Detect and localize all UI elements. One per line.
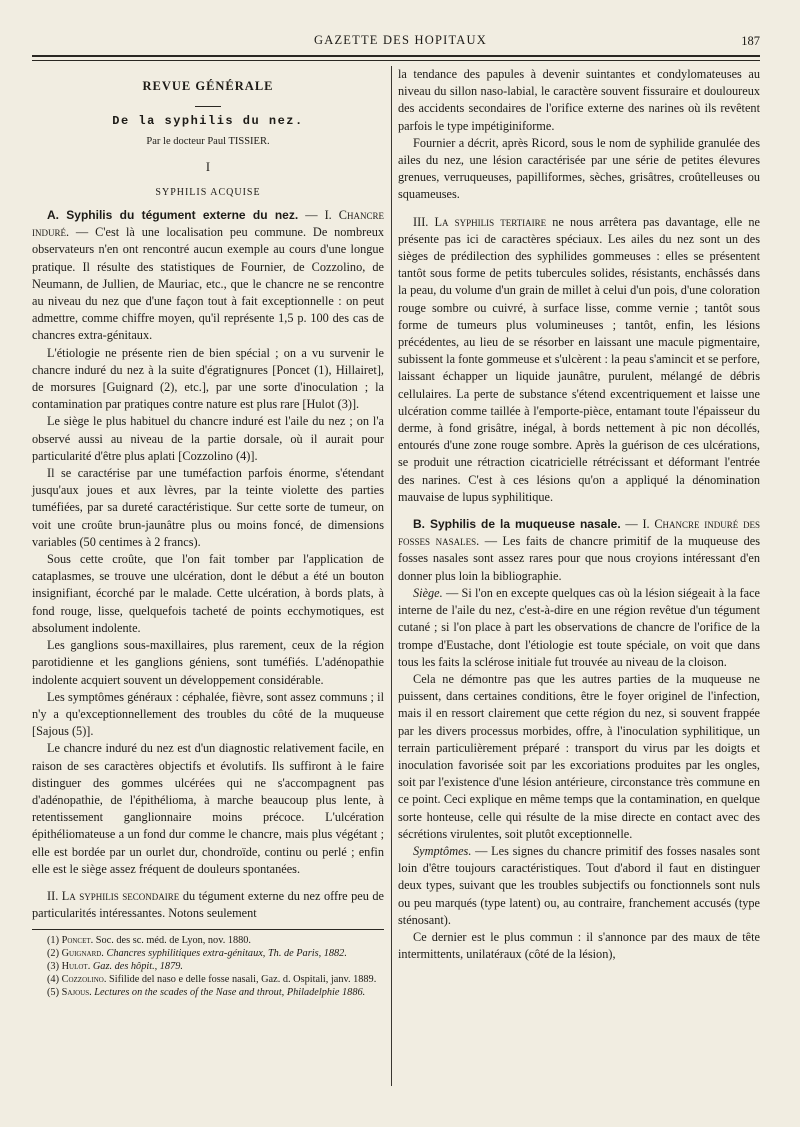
article-author: Par le docteur Paul TISSIER. — [146, 136, 270, 148]
column-divider — [391, 66, 392, 1086]
paragraph: Sous cette croûte, que l'on fait tomber par l'application de cataplasmes, se trouve une ulcération, dont le début a été un bouton insignifiant, écorché par le malade. Cette ulcération, à bords plats, à fond rouge, lisse, quelquefois tacheté de points ecchymotiques, est absolument indolente. — [32, 552, 384, 635]
section-title: REVUE GÉNÉRALE — [142, 79, 274, 93]
paragraph-text: — C'est là une localisation peu commune. De nombreux observateurs n'en ont rencontré aucun exemple au cours d'une longue pratique. Il résulte des statistiques de Fournier, de Cozzolino, de Neumann, de Jullien, de Mauriac, etc., que le chancre ne se rencontre au niveau du nez que d'une façon tout à fait exceptionnelle : on peut admettre, comme chiffre moyen, qu'il représente 1,5 p. 100 des cas de chancres extra-génitaux. — [32, 225, 384, 343]
footnote: (4) Cozzolino. Sifilide del naso e delle fosse nasali, Gaz. d. Ospitali, janv. 1889. — [47, 973, 377, 985]
paragraph-text: du tégument externe du nez offre peu de particularités intéressantes. Notons seulement — [32, 888, 384, 921]
journal-title: GAZETTE DES HOPITAUX — [314, 33, 487, 47]
paragraph — [32, 207, 384, 345]
part-number: I — [205, 159, 211, 174]
footnotes — [32, 935, 384, 999]
subsection-heading: B. Syphilis de la muqueuse nasale. — [413, 517, 621, 532]
paragraph-label: Siège. — [413, 585, 443, 600]
footnote: (2) Guignard. Chancres syphilitiques extra-génitaux, Th. de Paris, 1882. — [47, 948, 347, 960]
paragraph — [398, 585, 760, 671]
part-title: SYPHILIS ACQUISE — [155, 186, 261, 198]
subsection-heading: III. La syphilis tertiaire — [413, 214, 547, 229]
page-number: 187 — [741, 34, 760, 48]
subsection-subheading: — I. Chancre induré. — [32, 208, 384, 240]
paragraph: Cela ne démontre pas que les autres parties de la muqueuse ne puissent, dans certaines conditions, être le foyer originel de l'infection, mais il en ressort clairement que cette région du nez, si souvent frappée par les divers processus morbides, offre, à l'inoculation syphilitique, un terrain particulièrement préparé : transport du virus par les doigts et inoculation favorisée soit par les excoriations produites par les ongles, soit par l'existence d'une lésion antérieure, circonstance très commune en ce point. Ceci explique en même temps que la contamination, en quelque sorte honteuse, celle qui résulte de la mise directe en contact avec des sécrétions virulentes, soit plutôt exceptionnelle. — [398, 671, 760, 841]
paragraph: Ce dernier est le plus commun : il s'annonce par des maux de tête intermittents, unilatéraux (côté de la lésion), — [398, 929, 760, 962]
paragraph: Les symptômes généraux : céphalée, fièvre, sont assez communs ; il n'y a qu'exceptionnellement des troubles du côté de la muqueuse [Sajous (5)]. — [32, 689, 384, 739]
footnote: (5) Sajous. Lectures on the scades of the Nase and throut, Philadelphie 1886. — [47, 986, 366, 998]
right-column — [398, 66, 760, 963]
article-title: De la syphilis du nez. — [112, 114, 304, 129]
paragraph: Il se caractérise par une tuméfaction parfois énorme, s'étendant jusqu'aux joues et aux lèvres, par la teinte violette des parties tuméfiées, par sa dureté caractéristique. Sur cette sorte de tumeur, on voit une croûte brun-jaunâtre plus ou moins foncé, de dimensions variables (50 centimes à 2 francs). — [32, 466, 384, 549]
paragraph — [398, 516, 760, 585]
footnote-rule — [32, 929, 384, 930]
paragraph: Le chancre induré du nez est d'un diagnostic relativement facile, en raison de ses caractères objectifs et évolutifs. Ils suffiront à le faire distinguer des gommes ulcérées qui ne s'accompagnent pas d'adénopathie, de l'épithélioma, à marche beaucoup plus lente, à retentissement ganglionnaire moins précoce. L'ulcération épithéliomateuse a un fond dur comme le chancre, mais plus végétant ; elle est bordée par un ourlet dur, chondroïde, continu ou perlé ; enfin elle est le siège assez fréquent de douleurs spontanées. — [32, 741, 384, 876]
subsection-subheading: — I. Chancre induré des fosses nasales. — [398, 517, 761, 549]
paragraph — [398, 843, 760, 929]
paragraph: Le siège le plus habituel du chancre induré est l'aile du nez ; on l'a observé aussi au niveau de la partie dorsale, où il aurait pour particularité d'être plus aplati [Cozzolino (4)]. — [32, 414, 384, 463]
paragraph — [32, 888, 384, 922]
paragraph-text: — Si l'on en excepte quelques cas où la lésion siégeait à la face interne de l'aile du nez, c'est-à-dire en une région revêtue d'un tégument cutané ; si l'on place à part les observations de chancre de l'orifice de la trompe d'Eustache, dont l'étiologie est toute spéciale, on voit que dans tous les faits la sclérose initiale fut trouvée au niveau de la cloison. — [398, 585, 760, 669]
footnote: (3) Hulot. Gaz. des hôpit., 1879. — [47, 960, 183, 972]
header-rule-thin — [32, 60, 760, 61]
subsection-heading: II. La syphilis secondaire — [47, 888, 180, 903]
paragraph: Les ganglions sous-maxillaires, plus rarement, ceux de la région parotidienne et les ganglions géniens, sont tuméfiés. L'adénopathie indolente acquiert souvent un développement considérable. — [32, 638, 384, 687]
left-column — [32, 66, 384, 999]
paragraph: la tendance des papules à devenir suintantes et condylomateuses au niveau du sillon naso-labial, le caractère souvent fissuraire et douloureux des accidents secondaires de l'orifice externe des narines où ils revêtent parfois le type impétiginiforme. — [398, 67, 760, 133]
subsection-heading: A. Syphilis du tégument externe du nez. — [47, 208, 299, 223]
title-divider — [195, 106, 221, 107]
paragraph-label: Symptômes. — [413, 843, 472, 858]
paragraph-text: ne nous arrêtera pas davantage, elle ne présente pas ici de caractères spéciaux. Les ailes du nez sont un des sièges de prédilection des syphilides gommeuses : elles se présentent tantôt sous forme de petits tubercules solides, résistants, enchâssés dans la peau, du volume d'un grain de millet à celui d'un pois, d'une coloration rouge sombre ou cuivré, à surface lisse, comme vernie ; tantôt sous forme de tumeurs plus volumineuses ; tantôt, enfin, les lésions précédentes, au lieu de se résorber en laissant une macule pigmentaire, subissent la fonte gommeuse et s'ulcèrent : la peau s'amincit et se perfore, laissant échapper un liquide jaunâtre, purulent, mélangé de débris cellulaires. La perte de substance s'étend excentriquement et laisse une ulcération comme taillée à l'emporte-pièce, entamant toute l'épaisseur du derme, à fond grisâtre, inégal, à bords nettement à pic non décollés, entourés d'une zone rouge sombre. Après la guérison de ces ulcérations, se produit une rétraction cicatricielle rétrécissant et déformant l'entrée des narines. C'est à ces lésions qu'on a appliqué la dénomination mauvaise de lupus syphilitique. — [398, 214, 760, 504]
paragraph: Fournier a décrit, après Ricord, sous le nom de syphilide granulée des ailes du nez, une lésion caractérisée par une série de petites élevures grenues, verruqueuses, papilliformes, sèches, grisâtres, croûtelleuses ou squameuses. — [398, 135, 760, 202]
paragraph — [398, 214, 760, 506]
footnote: (1) Poncet. Soc. des sc. méd. de Lyon, nov. 1880. — [47, 935, 252, 947]
header-rule-thick — [32, 55, 760, 57]
running-header — [32, 33, 760, 51]
paragraph-text: — Les faits de chancre primitif de la muqueuse des fosses nasales sont assez rares pour que nous croyions intéressant d'en donner plus loin la bibliographie. — [398, 534, 760, 583]
paragraph: L'étiologie ne présente rien de bien spécial ; on a vu survenir le chancre induré du nez à la suite d'égratignures [Poncet (1), Hillairet], de morsures [Guignard (2), etc.], par une sorte d'inoculation ; la contamination par pratiques contre nature est plus rare [Hulot (3)]. — [32, 345, 384, 412]
paragraph-text: — Les signes du chancre primitif des fosses nasales sont loin d'être toujours caractéristiques. Tout d'abord il faut en distinguer deux types, suivant que les troubles subjectifs ou fonctionnels sont nuls ou peu marqués (type latent) ou, au contraire, franchement accusés (type sténosant). — [398, 843, 760, 927]
